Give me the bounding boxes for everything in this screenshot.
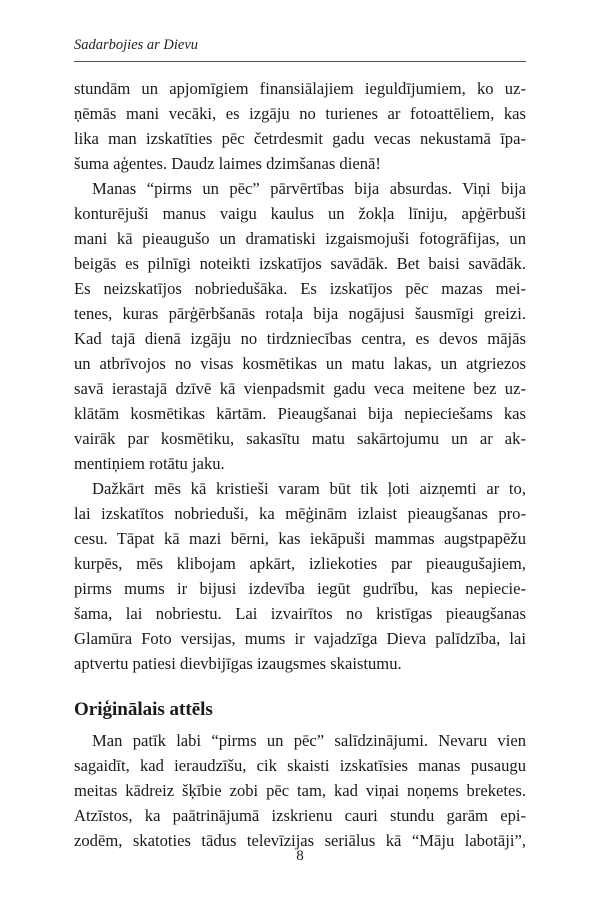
page-number: 8 [296, 848, 304, 864]
text-line: cesu. Tāpat kā mazi bērni, kas iekāpuši mammas augstpapēžu [74, 529, 526, 548]
text-line: pirms mums ir bijusi izdevība iegūt gudrību, kas nepiecie- [74, 579, 526, 598]
text-line: lai izskatītos nobrieduši, ka mēģinām izlaist pieaugšanas pro- [74, 504, 526, 523]
text-line: Man patīk labi “pirms un pēc” salīdzinājumi. Nevaru vien [92, 731, 526, 750]
text-line: Dažkārt mēs kā kristieši varam būt tik ļoti aizņemti ar to, [92, 479, 526, 498]
text-line: mentiņiem rotātu jaku. [74, 454, 225, 473]
text-line: savā ierastajā dzīvē kā vienpadsmit gadu veca meitene bez uz- [74, 379, 526, 398]
text-line: un atbrīvojos no visas kosmētikas un matu lakas, un atgriezos [74, 354, 526, 373]
text-line: Atzīstos, ka paātrinājumā izskrienu cauri stundu garām epi- [74, 806, 526, 825]
text-line: beigās es pilnīgi noteikti izskatījos savādāk. Bet baisi savādāk. [74, 254, 526, 273]
page-body [74, 76, 526, 853]
text-line: meitas kādreiz šķībie zobi pēc tam, kad viņai noņems breketes. [74, 781, 526, 800]
text-line: aptvertu patiesi dievbijīgas izaugsmes skaistumu. [74, 654, 402, 673]
text-line: tenes, kuras pārģērbšanās rotaļa bija nogājusi šausmīgi greizi. [74, 304, 526, 323]
text-line: Kad tajā dienā izgāju no tirdzniecības centra, es devos mājās [74, 329, 526, 348]
text-line: ņēmās mani vecāki, es izgāju no turienes ar fotoattēliem, kas [74, 104, 526, 123]
text-line: stundām un apjomīgiem finansiālajiem ieguldījumiem, ko uz- [74, 79, 526, 98]
text-line: lika man izskatīties pēc četrdesmit gadu vecas nekustamā īpa- [74, 129, 526, 148]
text-line: Manas “pirms un pēc” pārvērtības bija absurdas. Viņi bija [92, 179, 526, 198]
header-rule [74, 61, 526, 62]
text-line: šuma aģentes. Daudz laimes dzimšanas dienā! [74, 154, 381, 173]
text-line: kurpēs, mēs klibojam apkārt, izliekoties par pieaugušajiem, [74, 554, 526, 573]
text-line: klātām kosmētikas kārtām. Pieaugšanai bija nepieciešams kas [74, 404, 526, 423]
text-line: Glamūra Foto versijas, mums ir vajadzīga Dieva palīdzība, lai [74, 629, 526, 648]
text-line: sagaidīt, kad ieraudzīšu, cik skaisti izskatīsies manas pusaugu [74, 756, 526, 775]
text-line: vairāk par kosmētiku, sakasītu matu sakārtojumu un ar ak- [74, 429, 526, 448]
paragraph-1 [74, 76, 526, 176]
text-line: konturējuši manus vaigu kaulus un žokļa līniju, apģērbuši [74, 204, 526, 223]
paragraph-4 [74, 728, 526, 853]
section-heading: Oriģinālais attēls [74, 699, 213, 720]
text-line: zodēm, skatoties tādus televīzijas seriālus kā “Māju labotāji”, [74, 831, 526, 850]
paragraph-2 [74, 176, 526, 476]
text-line: mani kā pieaugušo un dramatiski izgaismojuši fotogrāfijas, un [74, 229, 526, 248]
paragraph-3 [74, 476, 526, 676]
running-header: Sadarbojies ar Dievu [74, 37, 199, 53]
text-line: šama, lai nobriestu. Lai izvairītos no kristīgas pieaugšanas [74, 604, 526, 623]
text-line: Es neizskatījos nobriedušāka. Es izskatījos pēc mazas mei- [74, 279, 526, 298]
